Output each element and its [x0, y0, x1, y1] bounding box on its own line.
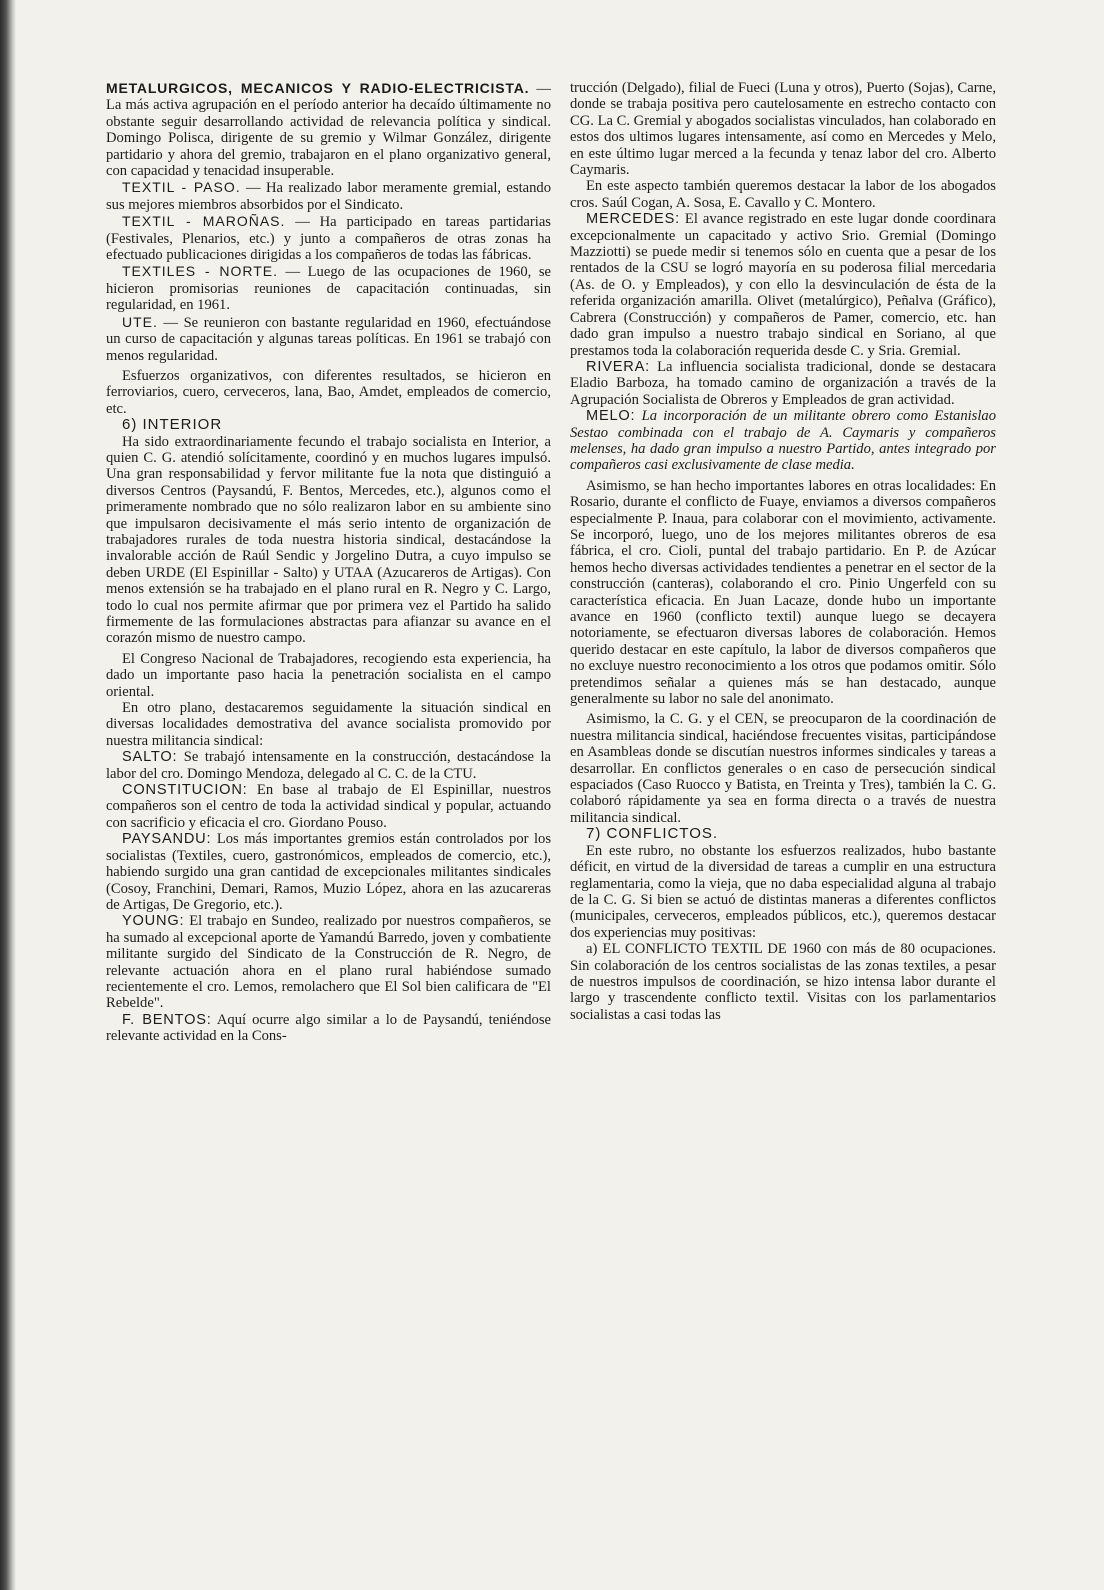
paragraph-congreso: El Congreso Nacional de Trabajadores, recogiendo esta experiencia, ha dado un importante paso hacia la penetración socialista en el campo oriental.: [106, 650, 551, 700]
page-binding-edge: [0, 0, 16, 1590]
paragraph-mercedes: MERCEDES: El avance registrado en este lugar donde coordinara excepcionalmente un capacitado y activo Srio. Gremial (Domingo Mazziotti) se puede medir si tenemos sólo en cuenta que a pesar de los rentados de la CSU se logró mayoría en su poderosa filial mercedaria (As. de O. y Empleados), y con ello la desvinculación de ésta de la referida organización amarilla. Olivet (metalúrgico), Peñalva (Gráfico), Cabrera (Construcción) y compañeros de Pamer, comercio, etc. han dado gran impulso a nuestro trabajo sindical en Soriano, al que prestamos toda la colaboración requerida desde C. y Sria. Gremial.: [570, 211, 996, 359]
section-heading-interior: 6) INTERIOR: [122, 416, 223, 434]
paragraph-construccion-cont: trucción (Delgado), filial de Fueci (Luna y otros), Puerto (Sojas), Carne, donde se trabaja positiva pero cautelosamente en estrecho contacto con CG. La C. Gremial y abogados socialistas vinculados, han colaborado en estos dos ultimos lugares intensamente, así como en Mercedes y Melo, en este último lugar merced a la fecunda y tenaz labor del cro. Alberto Caymaris.: [570, 80, 996, 179]
paragraph-textiles-norte: TEXTILES - NORTE. — Luego de las ocupaciones de 1960, se hicieron promisorias reuniones de capacitación continuadas, sin regularidad, en 1961.: [106, 263, 551, 314]
heading-metalurgicos: METALURGICOS, MECANICOS Y RADIO-ELECTRICISTA.: [106, 80, 530, 96]
heading-rivera: RIVERA:: [586, 358, 650, 375]
paragraph-melo: MELO: La incorporación de un militante obrero como Estanislao Sestao combinada con el trabajo de A. Caymaris y compañeros melenses, ha dado gran impulso a nuestro Partido, antes integrado por compañeros casi exclusivamente de clase media.: [570, 408, 996, 474]
heading-young: YOUNG:: [122, 913, 185, 930]
paragraph-f-bentos: F. BENTOS: Aquí ocurre algo similar a lo de Paysandú, teniéndose relevante actividad en la Cons-: [106, 1011, 551, 1045]
paragraph-otro-plano: En otro plano, destacaremos seguidamente la situación sindical en diversas localidades demostrativa del avance socialista promovido por nuestra militancia sindical:: [106, 700, 551, 749]
heading-constitucion: CONSTITUCION:: [122, 782, 248, 799]
paragraph-constitucion: CONSTITUCION: En base al trabajo de El Espinillar, nuestros compañeros son el centro de toda la actividad sindical y popular, actuando con sacrificio y eficacia el cro. Giordano Pouso.: [106, 782, 551, 831]
heading-melo: MELO:: [586, 408, 636, 425]
heading-paysandu: PAYSANDU:: [122, 831, 212, 848]
section-heading-conflictos: 7) CONFLICTOS.: [586, 825, 719, 843]
paragraph-salto: SALTO: Se trabajó intensamente en la construcción, destacándose la labor del cro. Domingo Mendoza, delegado al C. C. de la CTU.: [106, 749, 551, 782]
paragraph-ute: UTE. — Se reunieron con bastante regularidad en 1960, efectuándose un curso de capacitación y algunas tareas políticas. En 1961 se trabajó con menos regularidad.: [106, 313, 551, 364]
heading-salto: SALTO:: [122, 749, 178, 766]
paragraph-conflicto-textil: a) EL CONFLICTO TEXTIL DE 1960 con más de 80 ocupaciones. Sin colaboración de los centros socialistas de las zonas textiles, a pesar de nuestros impulsos de coordinación, se hizo intensa labor durante el largo y trascendente conflicto textil. Visitas con los parlamentarios socialistas a casi todas las: [570, 941, 996, 1023]
paragraph-asimismo-cg: Asimismo, la C. G. y el CEN, se preocuparon de la coordinación de nuestra militancia sindical, haciéndose frecuentes visitas, participándose en Asambleas donde se discutían nuestros informes sindicales y tareas a desarrollar. En conflictos generales o en caso de persecución sindical espaciados (Caso Ruocco y Batista, en Treinta y Tres), también la C. G. colaboró rápidamente ya sea en forma directa o a través de nuestra militancia sindical.: [570, 711, 996, 826]
right-column: [570, 80, 996, 1023]
paragraph-young: YOUNG: El trabajo en Sundeo, realizado por nuestros compañeros, se ha sumado al excepcional aporte de Yamandú Barredo, joven y combatiente militante surgido del Sindicato de la Construcción de R. Negro, de relevante actuación ahora en el plano rural habiéndose sumado recientemente el cro. Lemos, remolachero que El Sol bien calificara de "El Rebelde".: [106, 913, 551, 1012]
paragraph-metalurgicos: METALURGICOS, MECANICOS Y RADIO-ELECTRICISTA. — La más activa agrupación en el período anterior ha decaído últimamente no obstante seguir desarrollando actividad de relevancia política y sindical. Domingo Polisca, dirigente de su gremio y Wilmar González, dirigente partidario y ahora del gremio, trabajaron en el plano organizativo general, con capacidad y tenacidad insuperable.: [106, 80, 551, 180]
heading-textiles-norte: TEXTILES - NORTE.: [122, 263, 278, 280]
left-column: [106, 80, 551, 1045]
paragraph-interior-intro: Ha sido extraordinariamente fecundo el trabajo socialista en Interior, a quien C. G. atendió solícitamente, coordinó y en muchos lugares impulsó. Una gran responsabilidad y fervor militante fue la nota que distinguió a diversos Centros (Paysandú, F. Bentos, Mercedes, etc.), algunos como el primeramente nombrado que no sólo realizaron labor en su ambiente sino que impulsaron decisivamente el más serio intento de organización de trabajadores rurales de toda nuestra historia sindical, destacándose la invalorable acción de Raúl Sendic y Jorgelino Dutra, a cuyo impulso se deben URDE (El Espinillar - Salto) y UTAA (Azucareros de Artigas). Con menos extensión se ha trabajado en el plano rural en R. Negro y C. Largo, todo lo cual nos permite afirmar que por primera vez el Partido ha salido firmemente de las formulaciones abstractas para afianzar su avance en el corazón mismo de nuestro campo.: [106, 433, 551, 647]
heading-textil-maronas: TEXTIL - MAROÑAS.: [122, 213, 286, 230]
heading-textil-paso: TEXTIL - PASO.: [122, 179, 241, 196]
paragraph-abogados: En este aspecto también queremos destacar la labor de los abogados cros. Saúl Cogan, A. Sosa, E. Cavallo y C. Montero.: [570, 178, 996, 211]
heading-mercedes: MERCEDES:: [586, 211, 680, 228]
paragraph-conflictos-intro: En este rubro, no obstante los esfuerzos realizados, hubo bastante déficit, en virtud de la diversidad de tareas a cumplir en una estructura reglamentaria, como la vieja, que no daba especialidad alguna al trabajo de la C. G. Si bien se actuó de distintas maneras a diferentes conflictos (municipales, cerveceros, empleados públicos, etc.), queremos destacar dos experiencias muy positivas:: [570, 842, 996, 941]
paragraph-paysandu: PAYSANDU: Los más importantes gremios están controlados por los socialistas (Textiles, cuero, gastronómicos, empleados de comercio, etc.), habiendo surgido una gran cantidad de excepcionales militantes sindicales (Cosoy, Franchini, Demari, Ramos, Muzio López, ahora en las azucareras de Artigas, De Gregorio, etc.).: [106, 831, 551, 913]
heading-ute: UTE.: [122, 313, 158, 330]
paragraph-textil-paso: TEXTIL - PASO. — Ha realizado labor meramente gremial, estando sus mejores miembros absorbidos por el Sindicato.: [106, 179, 551, 213]
paragraph-rivera: RIVERA: La influencia socialista tradicional, donde se destacara Eladio Barboza, ha tomado camino de organización a través de la Agrupación Socialista de Obreros y Empleados de gran actividad.: [570, 358, 996, 408]
paragraph-textil-maronas: TEXTIL - MAROÑAS. — Ha participado en tareas partidarias (Festivales, Plenarios, etc.) y junto a compañeros de otras zonas ha efectuado publicaciones dirigidas a los compañeros de todas las fábricas.: [106, 213, 551, 264]
paragraph-esfuerzos: Esfuerzos organizativos, con diferentes resultados, se hicieron en ferroviarios, cuero, cerveceros, lana, Bao, Amdet, empleados de comercio, etc.: [106, 367, 551, 417]
heading-f-bentos: F. BENTOS:: [122, 1011, 212, 1028]
paragraph-asimismo-localidades: Asimismo, se han hecho importantes labores en otras localidades: En Rosario, durante el conflicto de Fuaye, enviamos a diversos compañeros especialmente P. Inaua, para colaborar con el movimiento, activamente. Se incorporó, luego, uno de los mejores militantes obreros de esa fábrica, el cro. Cioli, puntal del trabajo partidario. En P. de Azúcar hemos hecho diversas actividades tendientes a penetrar en el sector de la construcción (canteras), colaborando el cro. Pinio Ungerfeld con su característica eficacia. En Juan Lacaze, donde hubo un importante avance en 1960 (conflicto textil) aunque luego se decayera notoriamente, se efectuaron diversas labores de colaboración. Hemos querido destacar en este capítulo, la labor de diversos compañeros que no excluye nuestro reconocimiento a los otros que podamos omitir. Sólo pretendimos señalar a quienes más se han destacado, aunque generalmente su labor no sale del anonimato.: [570, 477, 996, 708]
